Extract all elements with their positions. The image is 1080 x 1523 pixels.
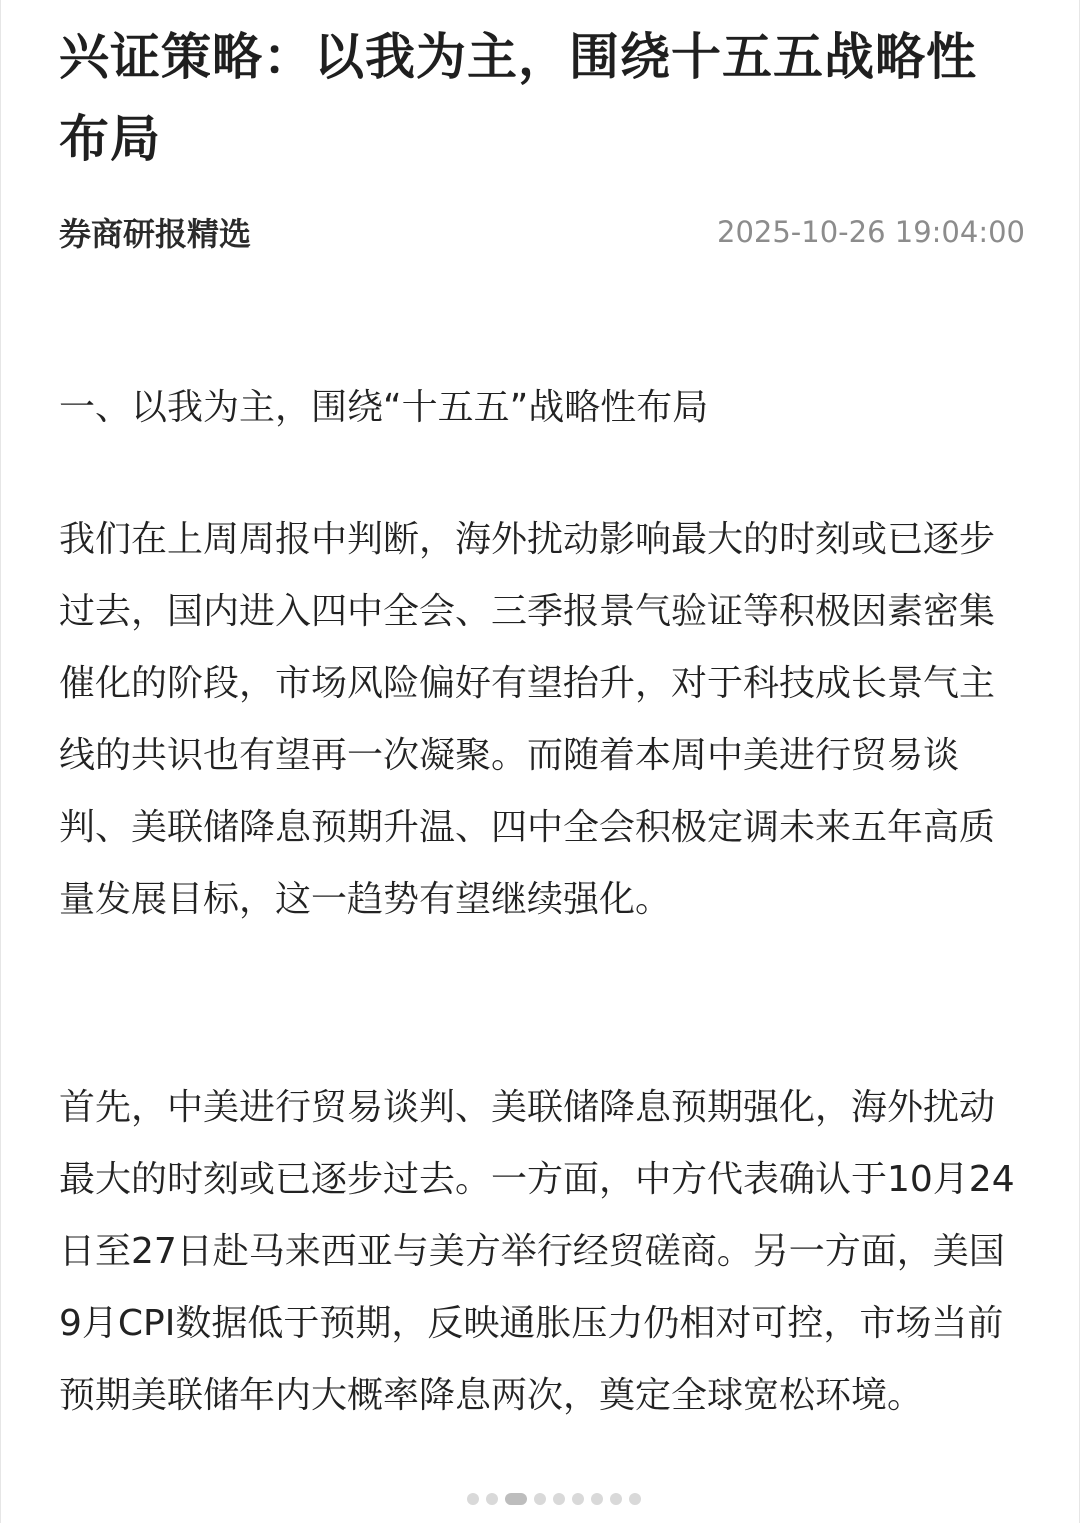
page-dot (610, 1493, 622, 1505)
page-dot-active (505, 1493, 527, 1505)
page-dot (553, 1493, 565, 1505)
source-name[interactable]: 券商研报精选 (59, 215, 252, 253)
page-dot (467, 1493, 479, 1505)
publish-time: 2025-10-26 19:04:00 (717, 215, 1025, 249)
page-indicator (467, 1493, 641, 1505)
page-dot (486, 1493, 498, 1505)
page-dot (629, 1493, 641, 1505)
article-paragraph-1: 我们在上周周报中判断，海外扰动影响最大的时刻或已逐步过去，国内进入四中全会、三季报景气验证等积极因素密集催化的阶段，市场风险偏好有望抬升，对于科技成长景气主线的共识也有望再一次凝聚。而随着本周中美进行贸易谈判、美联储降息预期升温、四中全会积极定调未来五年高质量发展目标，这一趋势有望继续强化。 (59, 519, 996, 920)
page-dot (534, 1493, 546, 1505)
article-meta (59, 208, 1025, 256)
page-dot (591, 1493, 603, 1505)
article-paragraph-2: 首先，中美进行贸易谈判、美联储降息预期强化，海外扰动最大的时刻或已逐步过去。一方面，中方代表确认于10月24日至27日赴马来西亚与美方举行经贸磋商。另一方面，美国9月CPI数据低于预期，反映通胀压力仍相对可控，市场当前预期美联储年内大概率降息两次，奠定全球宽松环境。 (59, 1087, 1015, 1416)
page-dot (572, 1493, 584, 1505)
section-heading: 一、以我为主，围绕“十五五”战略性布局 (59, 387, 709, 428)
article-title: 兴证策略：以我为主，围绕十五五战略性布局 (59, 28, 977, 168)
